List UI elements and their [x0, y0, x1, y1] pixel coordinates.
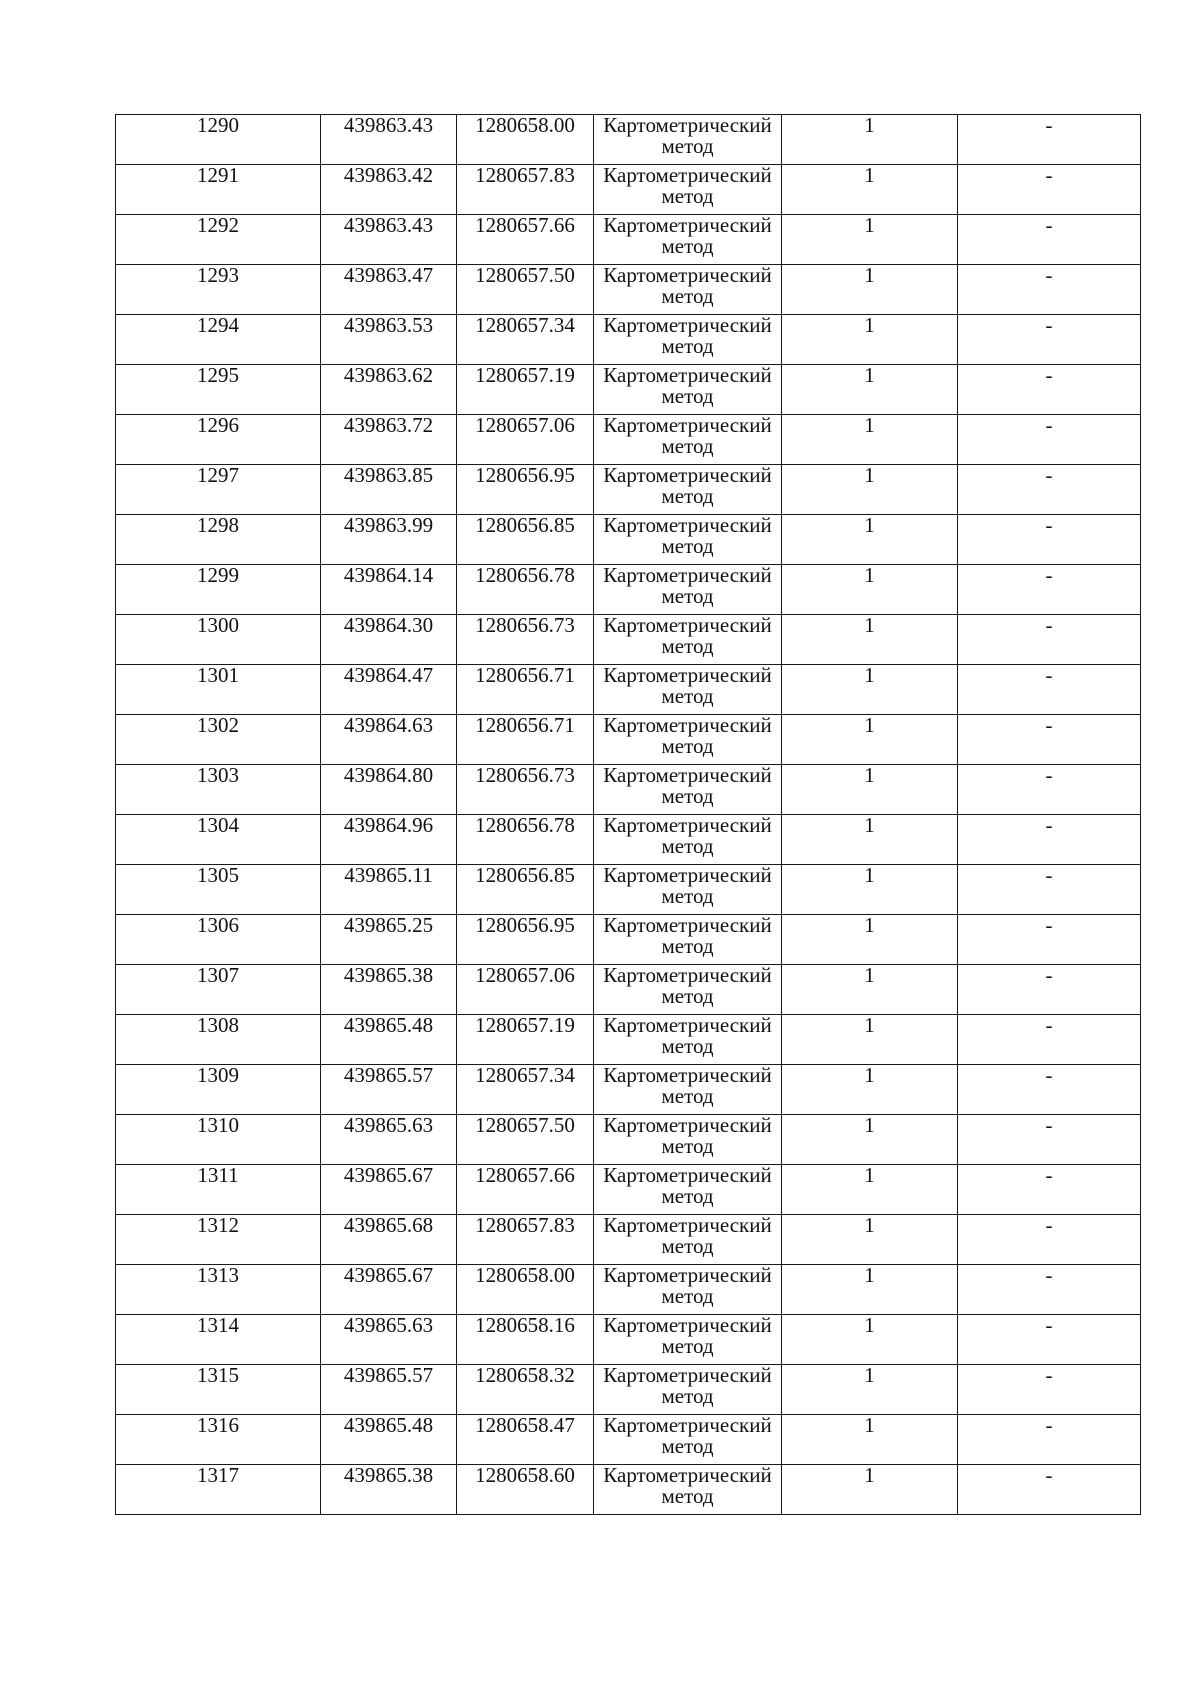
method-line-2: метод	[661, 1484, 714, 1508]
method-line-2: метод	[661, 984, 714, 1008]
accuracy-cell: 1	[782, 615, 958, 665]
y-coordinate-cell: 1280656.73	[457, 765, 594, 815]
method-cell	[594, 965, 782, 1015]
accuracy-cell: 1	[782, 1315, 958, 1365]
accuracy-cell: 1	[782, 315, 958, 365]
x-coordinate-cell: 439865.48	[321, 1015, 457, 1065]
method-cell	[594, 515, 782, 565]
y-coordinate-cell: 1280657.34	[457, 1065, 594, 1115]
method-line-2: метод	[661, 834, 714, 858]
point-number-cell: 1291	[116, 165, 321, 215]
table-row	[116, 1465, 1141, 1515]
table-row	[116, 815, 1141, 865]
method-line-1: Картометрический	[603, 1013, 772, 1037]
y-coordinate-cell: 1280656.85	[457, 515, 594, 565]
y-coordinate-cell: 1280656.85	[457, 865, 594, 915]
x-coordinate-cell: 439863.53	[321, 315, 457, 365]
coordinates-table-body	[116, 115, 1141, 1515]
accuracy-cell: 1	[782, 565, 958, 615]
note-cell: -	[958, 815, 1141, 865]
accuracy-cell: 1	[782, 1065, 958, 1115]
x-coordinate-cell: 439865.63	[321, 1115, 457, 1165]
method-line-2: метод	[661, 1434, 714, 1458]
method-line-2: метод	[661, 1334, 714, 1358]
method-line-2: метод	[661, 1034, 714, 1058]
method-cell	[594, 1165, 782, 1215]
point-number-cell: 1302	[116, 715, 321, 765]
table-row	[116, 265, 1141, 315]
accuracy-cell: 1	[782, 1115, 958, 1165]
y-coordinate-cell: 1280658.32	[457, 1365, 594, 1415]
method-line-2: метод	[661, 134, 714, 158]
y-coordinate-cell: 1280656.78	[457, 565, 594, 615]
x-coordinate-cell: 439864.14	[321, 565, 457, 615]
y-coordinate-cell: 1280657.34	[457, 315, 594, 365]
accuracy-cell: 1	[782, 865, 958, 915]
accuracy-cell: 1	[782, 1015, 958, 1065]
note-cell: -	[958, 1465, 1141, 1515]
method-line-2: метод	[661, 234, 714, 258]
note-cell: -	[958, 415, 1141, 465]
point-number-cell: 1300	[116, 615, 321, 665]
point-number-cell: 1310	[116, 1115, 321, 1165]
table-row	[116, 1265, 1141, 1315]
method-cell	[594, 415, 782, 465]
accuracy-cell: 1	[782, 1465, 958, 1515]
method-line-1: Картометрический	[603, 863, 772, 887]
x-coordinate-cell: 439863.85	[321, 465, 457, 515]
point-number-cell: 1306	[116, 915, 321, 965]
accuracy-cell: 1	[782, 665, 958, 715]
x-coordinate-cell: 439863.43	[321, 215, 457, 265]
table-row	[116, 1215, 1141, 1265]
accuracy-cell: 1	[782, 115, 958, 165]
point-number-cell: 1296	[116, 415, 321, 465]
point-number-cell: 1307	[116, 965, 321, 1015]
point-number-cell: 1297	[116, 465, 321, 515]
table-row	[116, 765, 1141, 815]
y-coordinate-cell: 1280656.95	[457, 915, 594, 965]
method-line-2: метод	[661, 734, 714, 758]
point-number-cell: 1299	[116, 565, 321, 615]
method-cell	[594, 1215, 782, 1265]
x-coordinate-cell: 439865.38	[321, 965, 457, 1015]
method-cell	[594, 265, 782, 315]
x-coordinate-cell: 439864.30	[321, 615, 457, 665]
note-cell: -	[958, 1015, 1141, 1065]
table-row	[116, 1065, 1141, 1115]
point-number-cell: 1293	[116, 265, 321, 315]
note-cell: -	[958, 315, 1141, 365]
method-line-1: Картометрический	[603, 1113, 772, 1137]
method-line-1: Картометрический	[603, 1213, 772, 1237]
table-row	[116, 165, 1141, 215]
x-coordinate-cell: 439865.11	[321, 865, 457, 915]
method-cell	[594, 465, 782, 515]
note-cell: -	[958, 265, 1141, 315]
x-coordinate-cell: 439863.42	[321, 165, 457, 215]
method-line-1: Картометрический	[603, 513, 772, 537]
x-coordinate-cell: 439865.68	[321, 1215, 457, 1265]
accuracy-cell: 1	[782, 265, 958, 315]
table-row	[116, 415, 1141, 465]
method-line-1: Картометрический	[603, 363, 772, 387]
method-line-1: Картометрический	[603, 1413, 772, 1437]
method-line-2: метод	[661, 884, 714, 908]
note-cell: -	[958, 515, 1141, 565]
accuracy-cell: 1	[782, 815, 958, 865]
note-cell: -	[958, 1365, 1141, 1415]
method-line-2: метод	[661, 1234, 714, 1258]
method-cell	[594, 1315, 782, 1365]
x-coordinate-cell: 439863.62	[321, 365, 457, 415]
accuracy-cell: 1	[782, 215, 958, 265]
table-row	[116, 465, 1141, 515]
note-cell: -	[958, 715, 1141, 765]
accuracy-cell: 1	[782, 415, 958, 465]
note-cell: -	[958, 1315, 1141, 1365]
x-coordinate-cell: 439865.48	[321, 1415, 457, 1465]
method-cell	[594, 365, 782, 415]
accuracy-cell: 1	[782, 965, 958, 1015]
y-coordinate-cell: 1280658.16	[457, 1315, 594, 1365]
y-coordinate-cell: 1280658.60	[457, 1465, 594, 1515]
accuracy-cell: 1	[782, 515, 958, 565]
x-coordinate-cell: 439865.63	[321, 1315, 457, 1365]
note-cell: -	[958, 965, 1141, 1015]
y-coordinate-cell: 1280656.73	[457, 615, 594, 665]
table-row	[116, 1315, 1141, 1365]
note-cell: -	[958, 615, 1141, 665]
note-cell: -	[958, 865, 1141, 915]
table-row	[116, 715, 1141, 765]
point-number-cell: 1304	[116, 815, 321, 865]
method-cell	[594, 115, 782, 165]
method-line-1: Картометрический	[603, 563, 772, 587]
point-number-cell: 1301	[116, 665, 321, 715]
point-number-cell: 1311	[116, 1165, 321, 1215]
method-cell	[594, 1065, 782, 1115]
method-line-1: Картометрический	[603, 1063, 772, 1087]
method-line-2: метод	[661, 384, 714, 408]
table-row	[116, 1415, 1141, 1465]
x-coordinate-cell: 439864.96	[321, 815, 457, 865]
y-coordinate-cell: 1280657.19	[457, 1015, 594, 1065]
x-coordinate-cell: 439865.57	[321, 1065, 457, 1115]
point-number-cell: 1295	[116, 365, 321, 415]
accuracy-cell: 1	[782, 165, 958, 215]
x-coordinate-cell: 439865.25	[321, 915, 457, 965]
method-line-2: метод	[661, 1134, 714, 1158]
table-row	[116, 1015, 1141, 1065]
method-line-1: Картометрический	[603, 163, 772, 187]
table-row	[116, 315, 1141, 365]
x-coordinate-cell: 439863.72	[321, 415, 457, 465]
accuracy-cell: 1	[782, 1365, 958, 1415]
x-coordinate-cell: 439863.43	[321, 115, 457, 165]
y-coordinate-cell: 1280656.71	[457, 665, 594, 715]
point-number-cell: 1313	[116, 1265, 321, 1315]
method-line-2: метод	[661, 1184, 714, 1208]
method-cell	[594, 215, 782, 265]
x-coordinate-cell: 439863.99	[321, 515, 457, 565]
accuracy-cell: 1	[782, 365, 958, 415]
accuracy-cell: 1	[782, 1265, 958, 1315]
method-line-1: Картометрический	[603, 713, 772, 737]
point-number-cell: 1312	[116, 1215, 321, 1265]
method-cell	[594, 1365, 782, 1415]
note-cell: -	[958, 365, 1141, 415]
accuracy-cell: 1	[782, 1215, 958, 1265]
note-cell: -	[958, 1265, 1141, 1315]
y-coordinate-cell: 1280657.83	[457, 165, 594, 215]
method-line-2: метод	[661, 434, 714, 458]
y-coordinate-cell: 1280657.19	[457, 365, 594, 415]
method-line-1: Картометрический	[603, 1263, 772, 1287]
method-line-1: Картометрический	[603, 213, 772, 237]
method-cell	[594, 1115, 782, 1165]
note-cell: -	[958, 1115, 1141, 1165]
note-cell: -	[958, 1065, 1141, 1115]
method-line-2: метод	[661, 1284, 714, 1308]
point-number-cell: 1309	[116, 1065, 321, 1115]
method-cell	[594, 865, 782, 915]
method-line-1: Картометрический	[603, 263, 772, 287]
y-coordinate-cell: 1280656.95	[457, 465, 594, 515]
note-cell: -	[958, 465, 1141, 515]
method-cell	[594, 715, 782, 765]
method-line-1: Картометрический	[603, 1363, 772, 1387]
method-cell	[594, 915, 782, 965]
note-cell: -	[958, 165, 1141, 215]
table-row	[116, 1165, 1141, 1215]
method-line-2: метод	[661, 1084, 714, 1108]
method-line-2: метод	[661, 684, 714, 708]
accuracy-cell: 1	[782, 1165, 958, 1215]
method-line-1: Картометрический	[603, 763, 772, 787]
accuracy-cell: 1	[782, 465, 958, 515]
method-cell	[594, 665, 782, 715]
point-number-cell: 1315	[116, 1365, 321, 1415]
point-number-cell: 1305	[116, 865, 321, 915]
x-coordinate-cell: 439863.47	[321, 265, 457, 315]
x-coordinate-cell: 439864.80	[321, 765, 457, 815]
method-cell	[594, 1415, 782, 1465]
note-cell: -	[958, 1165, 1141, 1215]
x-coordinate-cell: 439865.38	[321, 1465, 457, 1515]
note-cell: -	[958, 765, 1141, 815]
method-line-2: метод	[661, 184, 714, 208]
method-cell	[594, 1265, 782, 1315]
x-coordinate-cell: 439865.57	[321, 1365, 457, 1415]
method-line-2: метод	[661, 634, 714, 658]
method-cell	[594, 765, 782, 815]
accuracy-cell: 1	[782, 765, 958, 815]
point-number-cell: 1290	[116, 115, 321, 165]
method-line-1: Картометрический	[603, 963, 772, 987]
method-cell	[594, 165, 782, 215]
method-line-1: Картометрический	[603, 613, 772, 637]
method-cell	[594, 315, 782, 365]
method-line-2: метод	[661, 484, 714, 508]
y-coordinate-cell: 1280657.50	[457, 1115, 594, 1165]
table-row	[116, 1115, 1141, 1165]
method-cell	[594, 815, 782, 865]
method-line-2: метод	[661, 584, 714, 608]
y-coordinate-cell: 1280657.66	[457, 215, 594, 265]
point-number-cell: 1316	[116, 1415, 321, 1465]
accuracy-cell: 1	[782, 715, 958, 765]
note-cell: -	[958, 215, 1141, 265]
table-row	[116, 115, 1141, 165]
accuracy-cell: 1	[782, 1415, 958, 1465]
method-line-2: метод	[661, 1384, 714, 1408]
table-row	[116, 515, 1141, 565]
table-row	[116, 665, 1141, 715]
note-cell: -	[958, 1215, 1141, 1265]
method-line-1: Картометрический	[603, 663, 772, 687]
y-coordinate-cell: 1280656.78	[457, 815, 594, 865]
method-cell	[594, 1015, 782, 1065]
method-line-1: Картометрический	[603, 1463, 772, 1487]
method-line-2: метод	[661, 784, 714, 808]
method-line-2: метод	[661, 334, 714, 358]
method-line-1: Картометрический	[603, 313, 772, 337]
point-number-cell: 1294	[116, 315, 321, 365]
point-number-cell: 1317	[116, 1465, 321, 1515]
x-coordinate-cell: 439865.67	[321, 1165, 457, 1215]
note-cell: -	[958, 915, 1141, 965]
y-coordinate-cell: 1280658.47	[457, 1415, 594, 1465]
table-row	[116, 965, 1141, 1015]
method-line-1: Картометрический	[603, 463, 772, 487]
y-coordinate-cell: 1280657.83	[457, 1215, 594, 1265]
x-coordinate-cell: 439864.63	[321, 715, 457, 765]
method-cell	[594, 615, 782, 665]
y-coordinate-cell: 1280657.06	[457, 415, 594, 465]
table-row	[116, 915, 1141, 965]
method-line-2: метод	[661, 534, 714, 558]
method-cell	[594, 1465, 782, 1515]
table-row	[116, 215, 1141, 265]
y-coordinate-cell: 1280658.00	[457, 115, 594, 165]
method-line-1: Картометрический	[603, 813, 772, 837]
note-cell: -	[958, 1415, 1141, 1465]
method-line-2: метод	[661, 284, 714, 308]
table-row	[116, 865, 1141, 915]
method-line-1: Картометрический	[603, 913, 772, 937]
point-number-cell: 1292	[116, 215, 321, 265]
method-line-1: Картометрический	[603, 1163, 772, 1187]
method-line-1: Картометрический	[603, 113, 772, 137]
point-number-cell: 1308	[116, 1015, 321, 1065]
y-coordinate-cell: 1280658.00	[457, 1265, 594, 1315]
note-cell: -	[958, 115, 1141, 165]
x-coordinate-cell: 439865.67	[321, 1265, 457, 1315]
note-cell: -	[958, 565, 1141, 615]
point-number-cell: 1303	[116, 765, 321, 815]
y-coordinate-cell: 1280657.50	[457, 265, 594, 315]
method-cell	[594, 565, 782, 615]
y-coordinate-cell: 1280657.66	[457, 1165, 594, 1215]
method-line-2: метод	[661, 934, 714, 958]
method-line-1: Картометрический	[603, 413, 772, 437]
table-row	[116, 565, 1141, 615]
y-coordinate-cell: 1280656.71	[457, 715, 594, 765]
accuracy-cell: 1	[782, 915, 958, 965]
x-coordinate-cell: 439864.47	[321, 665, 457, 715]
y-coordinate-cell: 1280657.06	[457, 965, 594, 1015]
table-row	[116, 615, 1141, 665]
point-number-cell: 1314	[116, 1315, 321, 1365]
method-line-1: Картометрический	[603, 1313, 772, 1337]
table-row	[116, 1365, 1141, 1415]
coordinates-table	[115, 114, 1141, 1515]
note-cell: -	[958, 665, 1141, 715]
point-number-cell: 1298	[116, 515, 321, 565]
table-row	[116, 365, 1141, 415]
